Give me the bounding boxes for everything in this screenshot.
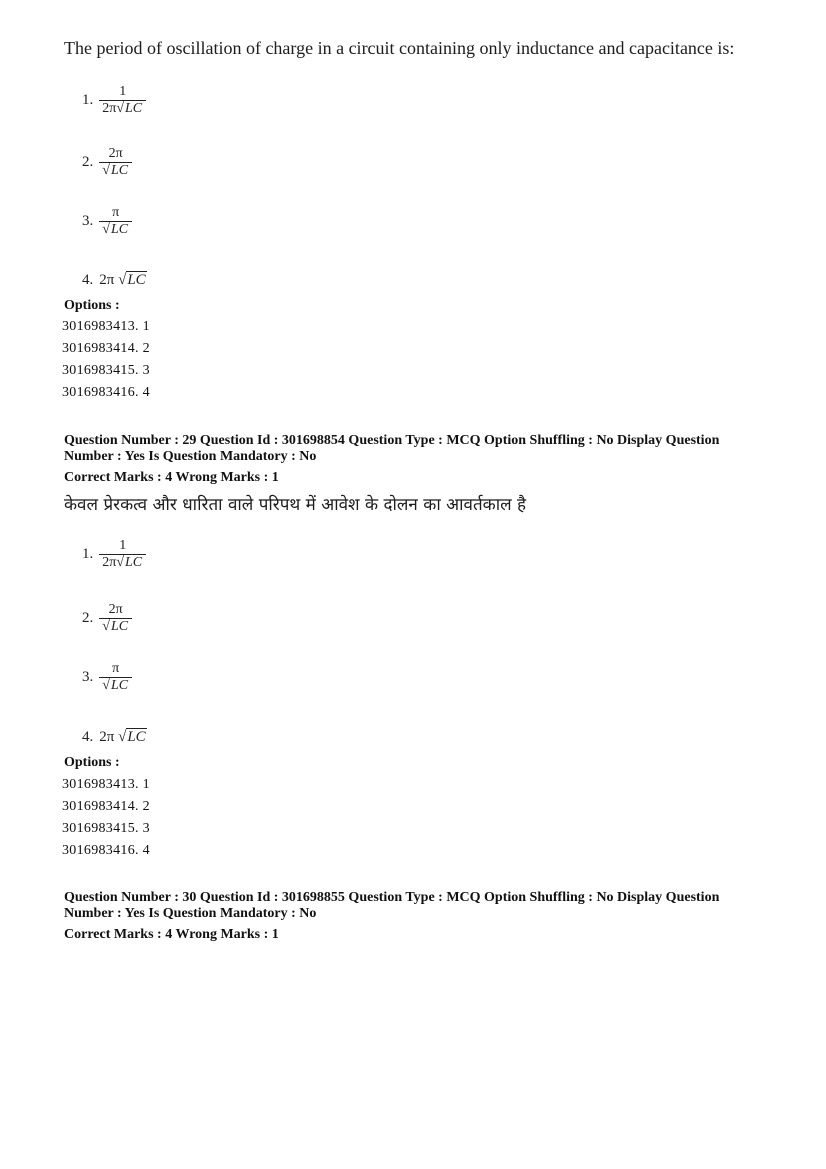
choice-number: 1. bbox=[82, 546, 94, 562]
denominator-prefix: 2π bbox=[102, 101, 117, 116]
radicand: LC bbox=[110, 619, 129, 634]
denominator-prefix: 2π bbox=[102, 555, 117, 570]
marks-info: Correct Marks : 4 Wrong Marks : 1 bbox=[64, 927, 279, 942]
choice-number: 4. bbox=[82, 272, 94, 288]
marks-info: Correct Marks : 4 Wrong Marks : 1 bbox=[64, 470, 279, 485]
choice-4 bbox=[82, 729, 147, 746]
denominator: 2π√LC bbox=[99, 554, 146, 571]
numerator: 1 bbox=[119, 538, 127, 553]
options-label: Options : bbox=[64, 298, 120, 313]
choice-1 bbox=[82, 84, 146, 117]
choice-4 bbox=[82, 272, 147, 289]
numerator: 1 bbox=[119, 84, 127, 99]
denominator: √LC bbox=[99, 677, 132, 694]
question-meta bbox=[64, 433, 719, 465]
fraction bbox=[99, 205, 132, 238]
option-code: 3016983416. 4 bbox=[62, 843, 150, 858]
question-meta-line: Number : Yes Is Question Mandatory : No bbox=[64, 449, 317, 464]
question-text-hindi: केवल प्रेरकत्व और धारिता वाले परिपथ में आवेश के दोलन का आवर्तकाल है bbox=[64, 495, 527, 515]
option-code: 3016983413. 1 bbox=[62, 777, 150, 792]
option-code: 3016983415. 3 bbox=[62, 821, 150, 836]
choice-1 bbox=[82, 538, 146, 571]
radicand: LC bbox=[110, 678, 129, 693]
choice-2 bbox=[82, 602, 132, 635]
option-code: 3016983416. 4 bbox=[62, 385, 150, 400]
question-meta-line: Number : Yes Is Question Mandatory : No bbox=[64, 906, 317, 921]
choice-number: 2. bbox=[82, 610, 94, 626]
fraction bbox=[99, 602, 132, 635]
choice-number: 3. bbox=[82, 213, 94, 229]
numerator: π bbox=[112, 661, 120, 676]
fraction bbox=[99, 146, 132, 179]
question-meta-line: Question Number : 30 Question Id : 301698855 Question Type : MCQ Option Shuffling : No Display Question bbox=[64, 890, 720, 905]
choice-number: 2. bbox=[82, 154, 94, 170]
question-meta-line: Question Number : 29 Question Id : 301698854 Question Type : MCQ Option Shuffling : No Display Question bbox=[64, 433, 720, 448]
radicand: LC bbox=[127, 272, 146, 288]
option-code: 3016983415. 3 bbox=[62, 363, 150, 378]
numerator: π bbox=[112, 205, 120, 220]
choice-number: 3. bbox=[82, 669, 94, 685]
choice-number: 4. bbox=[82, 729, 94, 745]
options-label: Options : bbox=[64, 755, 120, 770]
question-meta bbox=[64, 890, 719, 922]
denominator: 2π√LC bbox=[99, 100, 146, 117]
expression-prefix: 2π bbox=[99, 272, 115, 288]
expression: 2π √LC bbox=[99, 272, 146, 288]
choice-3 bbox=[82, 661, 132, 694]
option-code: 3016983414. 2 bbox=[62, 799, 150, 814]
denominator: √LC bbox=[99, 221, 132, 238]
choice-3 bbox=[82, 205, 132, 238]
radicand: LC bbox=[127, 729, 146, 745]
option-code: 3016983414. 2 bbox=[62, 341, 150, 356]
expression-prefix: 2π bbox=[99, 729, 115, 745]
choice-2 bbox=[82, 146, 132, 179]
radicand: LC bbox=[125, 101, 143, 116]
question-text: The period of oscillation of charge in a circuit containing only inductance and capacitance is: bbox=[64, 38, 735, 58]
fraction bbox=[99, 84, 146, 117]
option-code: 3016983413. 1 bbox=[62, 319, 150, 334]
fraction bbox=[99, 661, 132, 694]
radicand: LC bbox=[110, 163, 129, 178]
expression: 2π √LC bbox=[99, 729, 146, 745]
radicand: LC bbox=[110, 222, 129, 237]
numerator: 2π bbox=[108, 602, 123, 617]
numerator: 2π bbox=[108, 146, 123, 161]
denominator: √LC bbox=[99, 162, 132, 179]
denominator: √LC bbox=[99, 618, 132, 635]
radicand: LC bbox=[125, 555, 143, 570]
choice-number: 1. bbox=[82, 92, 94, 108]
fraction bbox=[99, 538, 146, 571]
